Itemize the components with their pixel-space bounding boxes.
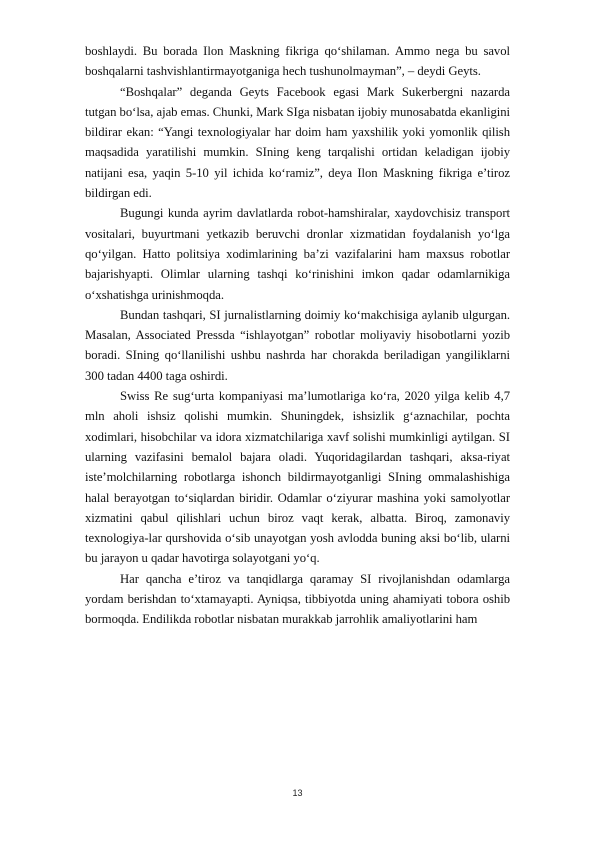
paragraph-2: “Boshqalar” deganda Geyts Facebook egasi Mark Sukerbergni nazarda tutgan bo‘lsa, ajab emas. Chunki, Mark SIga nisbatan ijobiy munosabatda ekanligini bildirar ekan: “Yangi texnologiyalar har doim ham yaxshilik yoki yomonlik qilish maqsadida yaratilishi mumkin. SIning keng tarqalishi ortidan keladigan ijobiy natijani esa, yaqin 5-10 yil ichida ko‘ramiz”, deya Ilon Maskning fikriga e’tiroz bildirgan edi. [85,84,510,201]
page-number: 13 [292,788,303,798]
body-text [85,41,510,630]
paragraph-5: Swiss Re sug‘urta kompaniyasi ma’lumotlariga ko‘ra, 2020 yilga kelib 4,7 mln aholi ishsiz qolishi mumkin. Shuningdek, ishsizlik g‘aznachilar, pochta xodimlari, hisobchilar va idora xizmatchilariga xavf solishi mumkinligi aytilgan. SI ularning vazifasini bemalol bajara oladi. Yuqoridagilardan tashqari, aksa-riyat iste’molchilarning robotlarga ishonch bildirmayotganligi SIning ommalashishiga halal berayotgan to‘siqlardan biridir. Odamlar o‘ziyurar mashina yoki samolyotlar xizmatini qabul qilishlari uchun biroz vaqt kerak, albatta. Biroq, zamonaviy texnologiya-lar qurshovida o‘sib unayotgan yosh avlodda buning aksi bo‘lib, ularni bu jarayon u qadar havotirga solayotgani yo‘q. [85,389,510,566]
paragraph-4: Bundan tashqari, SI jurnalistlarning doimiy ko‘makchisiga aylanib ulgurgan. Masalan, Associated Pressda “ishlayotgan” robotlar moliyaviy hisobotlarni yozib boradi. SIning qo‘llanilishi ushbu nashrda har chorakda beriladigan yangiliklarni 300 tadan 4400 taga oshirdi. [85,307,510,383]
paragraph-1: boshlaydi. Bu borada Ilon Maskning fikriga qo‘shilaman. Ammo nega bu savol boshqalarni tashvishlantirmayotganiga hech tushunolmayman”, – deydi Geyts. [85,44,510,79]
paragraph-3: Bugungi kunda ayrim davlatlarda robot-hamshiralar, xaydovchisiz transport vositalari, buyurtmani yetkazib beruvchi dronlar xizmatidan foydalanish yo‘lga qo‘yilgan. Hatto politsiya xodimlarining ba’zi vazifalarini ham maxsus robotlar bajarishyapti. Olimlar ularning tashqi ko‘rinishini imkon qadar odamlarnikiga o‘xshatishga urinishmoqda. [85,206,510,302]
paragraph-6: Har qancha e’tiroz va tanqidlarga qaramay SI rivojlanishdan odamlarga yordam berishdan to‘xtamayapti. Ayniqsa, tibbiyotda uning ahamiyati tobora oshib bormoqda. Endilikda robotlar nisbatan murakkab jarrohlik amaliyotlarini ham [85,571,510,627]
